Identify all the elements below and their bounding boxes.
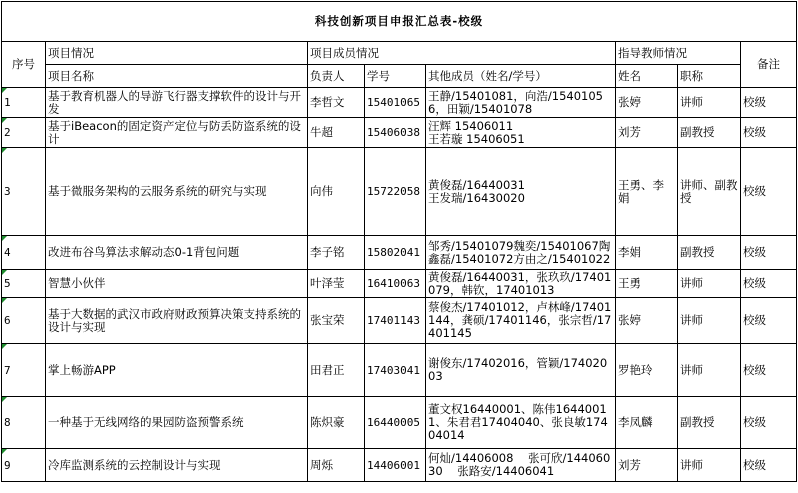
comment-marker xyxy=(2,449,7,454)
cell-other-members[interactable]: 黄俊磊/16440031 王发瑞/16430020 xyxy=(426,148,616,236)
student-id-text: 17403041 xyxy=(367,363,420,377)
cell-teacher-title[interactable]: 副教授 xyxy=(678,236,741,270)
cell-student-id[interactable] xyxy=(365,397,426,449)
cell-other-members[interactable]: 何灿/14406008 张可欣/14406030 张路安/14406041 xyxy=(426,449,616,482)
cell-seq[interactable] xyxy=(2,344,46,397)
table-row xyxy=(2,118,797,148)
comment-marker xyxy=(2,88,7,93)
student-id-text: 16440005 xyxy=(367,416,420,429)
seq-text: 2 xyxy=(4,126,11,139)
table-row xyxy=(2,270,797,298)
header-teacher-name[interactable]: 姓名 xyxy=(616,65,678,88)
cell-other-members[interactable]: 王静/15401081，向浩/15401056，田颖/15401078 xyxy=(426,88,616,118)
cell-other-members[interactable]: 谢俊东/17402016，管颖/17402003 xyxy=(426,344,616,397)
cell-student-id[interactable] xyxy=(365,298,426,344)
cell-teacher-title[interactable]: 讲师 xyxy=(678,270,741,298)
cell-student-id[interactable] xyxy=(365,449,426,482)
cell-project-name[interactable]: 冷库监测系统的云控制设计与实现 xyxy=(46,449,308,482)
cell-leader[interactable]: 叶泽莹 xyxy=(308,270,365,298)
seq-text: 4 xyxy=(4,246,11,259)
cell-leader[interactable]: 陈炽豪 xyxy=(308,397,365,449)
cell-leader[interactable]: 周烁 xyxy=(308,449,365,482)
seq-text: 8 xyxy=(4,416,11,429)
cell-seq[interactable] xyxy=(2,148,46,236)
cell-seq[interactable] xyxy=(2,88,46,118)
cell-teacher-name[interactable]: 张婷 xyxy=(616,298,678,344)
cell-seq[interactable] xyxy=(2,236,46,270)
cell-teacher-name[interactable]: 刘芳 xyxy=(616,118,678,148)
seq-text: 3 xyxy=(4,185,11,198)
cell-project-name[interactable]: 基于大数据的武汉市政府财政预算决策支持系统的设计与实现 xyxy=(46,298,308,344)
cell-seq[interactable] xyxy=(2,118,46,148)
seq-text: 7 xyxy=(4,363,11,377)
cell-teacher-name[interactable]: 刘芳 xyxy=(616,449,678,482)
cell-teacher-title[interactable]: 讲师 xyxy=(678,88,741,118)
header-project-name[interactable]: 项目名称 xyxy=(46,65,308,88)
comment-marker xyxy=(2,118,7,123)
student-id-text: 16410063 xyxy=(367,277,420,290)
cell-teacher-title[interactable]: 副教授 xyxy=(678,118,741,148)
header-leader[interactable]: 负责人 xyxy=(308,65,365,88)
cell-project-name[interactable]: 智慧小伙伴 xyxy=(46,270,308,298)
student-id-text: 17401143 xyxy=(367,314,420,327)
cell-project-name[interactable]: 改进布谷鸟算法求解动态0-1背包问题 xyxy=(46,236,308,270)
header-project-info[interactable]: 项目情况 xyxy=(46,42,308,65)
cell-remark[interactable]: 校级 xyxy=(741,344,797,397)
cell-remark[interactable]: 校级 xyxy=(741,118,797,148)
student-id-text: 14406001 xyxy=(367,458,420,472)
cell-other-members[interactable]: 邹秀/15401079魏奕/15401067陶鑫磊/15401072方由之/15401022 xyxy=(426,236,616,270)
cell-other-members[interactable]: 董文权16440001、陈伟16440011、朱君君17404040、张良敏17404014 xyxy=(426,397,616,449)
cell-project-name[interactable]: 基于微服务架构的云服务系统的研究与实现 xyxy=(46,148,308,236)
cell-project-name[interactable]: 基于iBeacon的固定资产定位与防丢防盗系统的设计 xyxy=(46,118,308,148)
cell-seq[interactable] xyxy=(2,270,46,298)
seq-text: 9 xyxy=(4,458,11,472)
table-row xyxy=(2,88,797,118)
cell-teacher-title[interactable]: 副教授 xyxy=(678,397,741,449)
cell-project-name[interactable]: 掌上畅游APP xyxy=(46,344,308,397)
cell-student-id[interactable] xyxy=(365,88,426,118)
cell-teacher-title[interactable]: 讲师 xyxy=(678,344,741,397)
table-title[interactable]: 科技创新项目申报汇总表-校级 xyxy=(2,2,797,42)
cell-teacher-title[interactable]: 讲师、副教授 xyxy=(678,148,741,236)
header-seq[interactable]: 序号 xyxy=(2,42,46,88)
student-id-text: 15401065 xyxy=(367,96,420,109)
summary-table xyxy=(1,1,797,482)
seq-text: 5 xyxy=(4,277,11,290)
cell-student-id[interactable] xyxy=(365,236,426,270)
comment-marker xyxy=(2,298,7,303)
cell-student-id[interactable] xyxy=(365,148,426,236)
cell-leader[interactable]: 牛超 xyxy=(308,118,365,148)
header-member-info[interactable]: 项目成员情况 xyxy=(308,42,616,65)
header-teacher-info[interactable]: 指导教师情况 xyxy=(616,42,741,65)
table-row xyxy=(2,397,797,449)
cell-teacher-name[interactable]: 李凤麟 xyxy=(616,397,678,449)
seq-text: 6 xyxy=(4,314,11,327)
seq-text: 1 xyxy=(4,96,11,109)
cell-leader[interactable]: 李子铭 xyxy=(308,236,365,270)
cell-teacher-name[interactable]: 罗艳玲 xyxy=(616,344,678,397)
cell-student-id[interactable] xyxy=(365,344,426,397)
cell-project-name[interactable]: 一种基于无线网络的果园防盗预警系统 xyxy=(46,397,308,449)
cell-seq[interactable] xyxy=(2,397,46,449)
cell-other-members[interactable]: 蔡俊杰/17401012，卢林峰/17401144，龚硕/17401146，张宗哲/17401145 xyxy=(426,298,616,344)
table-row xyxy=(2,148,797,236)
cell-leader[interactable]: 李哲文 xyxy=(308,88,365,118)
cell-remark[interactable]: 校级 xyxy=(741,270,797,298)
header-teacher-title[interactable]: 职称 xyxy=(678,65,741,88)
comment-marker xyxy=(2,344,7,349)
comment-marker xyxy=(2,397,7,402)
comment-marker xyxy=(2,148,7,153)
student-id-text: 15722058 xyxy=(367,185,420,198)
cell-seq[interactable] xyxy=(2,449,46,482)
comment-marker xyxy=(2,236,7,241)
cell-teacher-name[interactable]: 李娟 xyxy=(616,236,678,270)
header-remark[interactable]: 备注 xyxy=(741,42,797,88)
cell-teacher-name[interactable]: 张婷 xyxy=(616,88,678,118)
table-row xyxy=(2,344,797,397)
cell-other-members[interactable]: 黄俊磊/16440031，张玖玖/17401079，韩钦，17401013 xyxy=(426,270,616,298)
cell-seq[interactable] xyxy=(2,298,46,344)
cell-teacher-title[interactable]: 讲师 xyxy=(678,298,741,344)
cell-remark[interactable]: 校级 xyxy=(741,298,797,344)
table-row xyxy=(2,298,797,344)
cell-remark[interactable]: 校级 xyxy=(741,449,797,482)
student-id-text: 15406038 xyxy=(367,126,420,139)
cell-remark[interactable]: 校级 xyxy=(741,397,797,449)
cell-other-members[interactable]: 汪辉 15406011 王若璇 15406051 xyxy=(426,118,616,148)
cell-leader[interactable]: 向伟 xyxy=(308,148,365,236)
cell-leader[interactable]: 张宝荣 xyxy=(308,298,365,344)
table-row xyxy=(2,449,797,482)
header-student-id[interactable]: 学号 xyxy=(365,65,426,88)
table-row xyxy=(2,236,797,270)
cell-teacher-title[interactable]: 讲师 xyxy=(678,449,741,482)
cell-remark[interactable]: 校级 xyxy=(741,88,797,118)
comment-marker xyxy=(2,270,7,275)
cell-project-name[interactable]: 基于教育机器人的导游飞行器支撑软件的设计与开发 xyxy=(46,88,308,118)
cell-student-id[interactable] xyxy=(365,270,426,298)
cell-teacher-name[interactable]: 王勇、李娟 xyxy=(616,148,678,236)
cell-student-id[interactable] xyxy=(365,118,426,148)
student-id-text: 15802041 xyxy=(367,246,420,259)
cell-remark[interactable]: 校级 xyxy=(741,148,797,236)
header-other-members[interactable]: 其他成员（姓名/学号） xyxy=(426,65,616,88)
cell-leader[interactable]: 田君正 xyxy=(308,344,365,397)
cell-teacher-name[interactable]: 王勇 xyxy=(616,270,678,298)
cell-remark[interactable]: 校级 xyxy=(741,236,797,270)
